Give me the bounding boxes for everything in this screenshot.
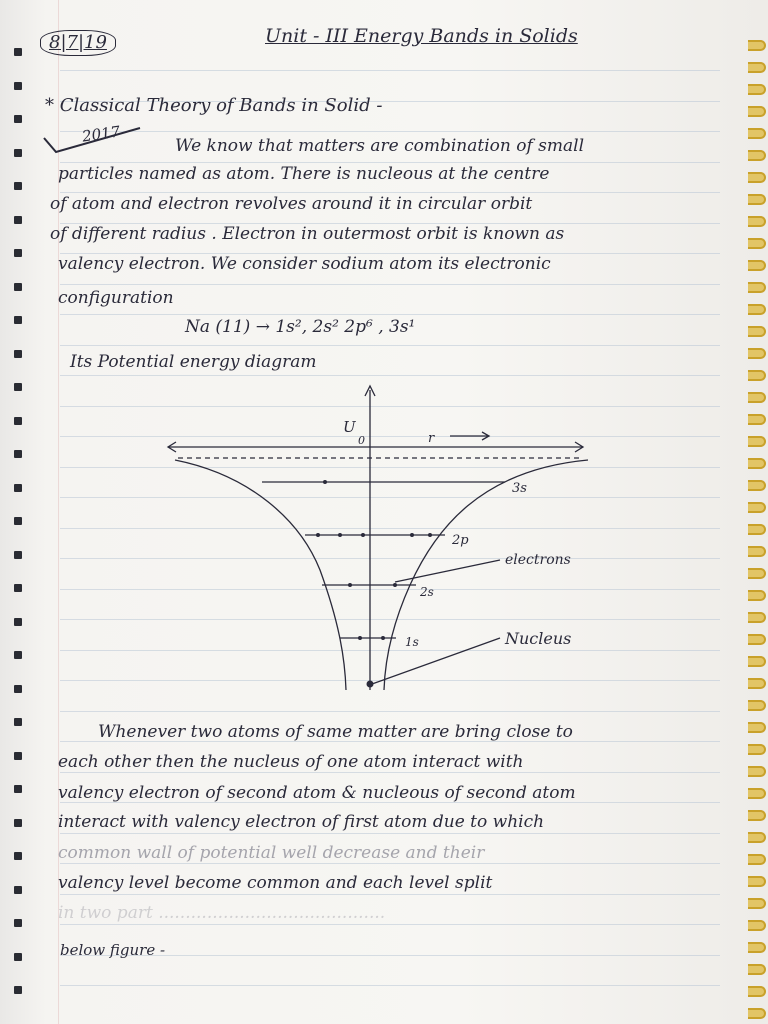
origin-label: 0 (358, 434, 365, 447)
paragraph1-line6: configuration (58, 288, 174, 308)
r-axis-label: r (428, 431, 435, 446)
paragraph1-line4: of different radius . Electron in outermost orbit is known as (50, 224, 565, 244)
u-axis-label: U (343, 418, 356, 436)
paragraph2-line8: below figure - (60, 941, 166, 959)
electronic-configuration: Na (11) → 1s², 2s² 2p⁶ , 3s¹ (185, 317, 416, 337)
level-2p-label: 2p (452, 533, 469, 548)
level-2s-label: 2s (420, 585, 434, 599)
paragraph2-line4: interact with valency electron of first atom due to which (58, 812, 545, 832)
paragraph1-line1: We know that matters are combination of small (175, 136, 585, 156)
electrons-label: electrons (505, 552, 571, 568)
paragraph2-line1: Whenever two atoms of same matter are bring close to (98, 722, 573, 742)
paragraph1-line2: particles named as atom. There is nucleous at the centre (58, 164, 550, 184)
electron-dots (316, 480, 432, 688)
nucleus-pointer (372, 638, 500, 684)
section-heading: * Classical Theory of Bands in Solid - (45, 95, 383, 116)
nucleus-dot (367, 681, 374, 688)
well-right-wall (384, 460, 588, 690)
level-1s-label: 1s (405, 635, 419, 649)
page-title: Unit - III Energy Bands in Solids (265, 25, 578, 47)
paragraph2-line7: in two part .......................................... (58, 903, 386, 923)
page-date: 8|7|19 (40, 30, 116, 56)
paragraph2-line6: valency level become common and each level split (58, 873, 493, 893)
section-year: 2017 (80, 122, 122, 146)
paragraph2-line3: valency electron of second atom & nucleous of second atom (58, 783, 576, 803)
level-3s-label: 3s (512, 481, 527, 496)
paragraph1-line5: valency electron. We consider sodium atom its electronic (58, 254, 551, 274)
paragraph2-line5: common wall of potential well decrease and their (58, 843, 485, 863)
diagram-caption: Its Potential energy diagram (70, 352, 317, 372)
electrons-pointer (395, 560, 500, 582)
paragraph1-line3: of atom and electron revolves around it in circular orbit (50, 194, 533, 214)
paragraph2-line2: each other then the nucleus of one atom interact with (58, 752, 524, 772)
nucleus-label: Nucleus (505, 629, 572, 648)
well-left-wall (175, 460, 346, 690)
